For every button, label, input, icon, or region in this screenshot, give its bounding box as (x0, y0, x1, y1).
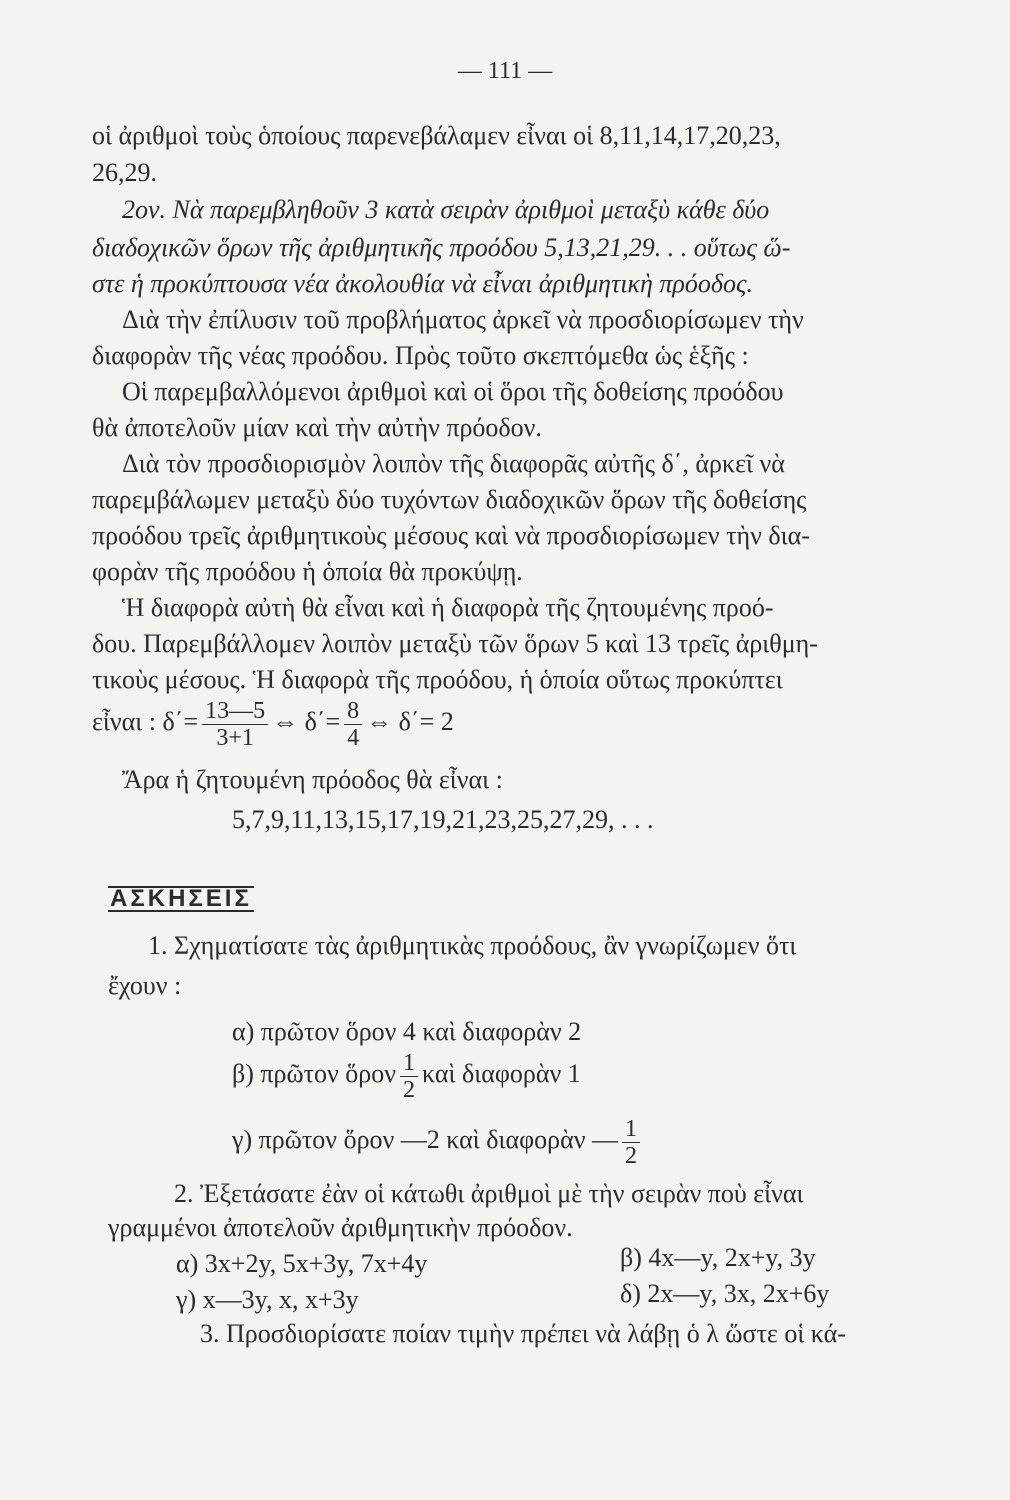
exercise-2-b: β) 4x—y, 2x+y, 3y (620, 1243, 816, 1272)
difference-formula (92, 692, 454, 752)
exercise-1-b-pre: β) πρῶτον ὅρον (232, 1059, 397, 1088)
text-line-13: φορὰν τῆς προόδου ἡ ὁποία θὰ προκύψῃ. (92, 557, 523, 586)
text-line-12: προόδου τρεῖς ἀριθμητικοὺς μέσους καὶ νὰ προσδιορίσωμεν τὴν δια- (92, 521, 810, 550)
exercise-1-b-post: καὶ διαφορὰν 1 (422, 1059, 581, 1088)
fraction-2-denominator: 4 (347, 724, 360, 751)
exercise-2-a: α) 3x+2y, 5x+3y, 7x+4y (176, 1249, 428, 1278)
text-line-8: Οἱ παρεμβαλλόμενοι ἀριθμοὶ καὶ οἱ ὅροι τῆς δοθείσης προόδου (122, 377, 784, 406)
exercise-1-c-fraction (622, 1116, 640, 1169)
exercise-1-b-denominator: 2 (403, 1076, 416, 1103)
result-intro: Ἄρα ἡ ζητουμένη πρόοδος θὰ εἶναι : (122, 765, 503, 794)
exercise-1-intro: 1. Σχηματίσατε τὰς ἀριθμητικὰς προόδους, ἂν γνωρίζωμεν ὅτι (148, 931, 797, 960)
text-line-5: στε ἡ προκύπτουσα νέα ἀκολουθία νὰ εἶναι ἀριθμητικὴ πρόοδος. (92, 269, 754, 298)
text-line-1: οἱ ἀριθμοὶ τοὺς ὁποίους παρενεβάλαμεν εἶναι οἱ 8,11,14,17,20,23, (92, 121, 781, 150)
formula-equivalence-1: ⇔ δ΄= (272, 707, 341, 736)
exercise-2-c: γ) x—3y, x, x+3y (176, 1285, 359, 1314)
exercise-2-d: δ) 2x—y, 3x, 2x+6y (620, 1279, 830, 1308)
exercise-1-b-numerator: 1 (400, 1050, 418, 1077)
exercise-2-intro-cont: γραμμένοι ἀποτελοῦν ἀριθμητικὴν πρόοδον. (108, 1213, 573, 1242)
formula-lead: εἶναι : δ΄= (92, 707, 199, 736)
formula-tail: ⇔ δ΄= 2 (366, 707, 454, 736)
exercises-heading: ΑΣΚΗΣΕΙΣ (110, 885, 252, 912)
exercise-2-intro: 2. Ἐξετάσατε ἐὰν οἱ κάτωθι ἀριθμοὶ μὲ τὴν σειρὰν ποὺ εἶναι (174, 1179, 804, 1208)
exercise-1-a: α) πρῶτον ὅρον 4 καὶ διαφορὰν 2 (232, 1017, 582, 1046)
exercise-1-b-fraction (400, 1050, 418, 1103)
page-number: — 111 — (457, 58, 553, 84)
text-line-2: 26,29. (92, 158, 157, 187)
text-line-10: Διὰ τὸν προσδιορισμὸν λοιπὸν τῆς διαφορᾶς αὐτῆς δ΄, ἀρκεῖ νὰ (122, 449, 785, 478)
fraction-1 (202, 698, 268, 751)
fraction-2-numerator: 8 (344, 698, 362, 725)
text-line-14: Ἡ διαφορὰ αὐτὴ θὰ εἶναι καὶ ἡ διαφορὰ τῆς ζητουμένης προό- (122, 593, 774, 622)
text-line-4: διαδοχικῶν ὅρων τῆς ἀριθμητικῆς προόδου 5,13,21,29. . . οὕτως ὥ- (92, 233, 791, 262)
text-line-15: δου. Παρεμβάλλομεν λοιπὸν μεταξὺ τῶν ὅρων 5 καὶ 13 τρεῖς ἀριθμη- (92, 629, 818, 658)
text-line-11: παρεμβάλωμεν μεταξὺ δύο τυχόντων διαδοχικῶν ὅρων τῆς δοθείσης (92, 485, 807, 514)
text-line-9: θὰ ἀποτελοῦν μίαν καὶ τὴν αὐτὴν πρόοδον. (92, 413, 542, 442)
exercise-1-c-pre: γ) πρῶτον ὅρον —2 καὶ διαφορὰν — (232, 1125, 619, 1154)
exercise-1-c-denominator: 2 (625, 1142, 638, 1169)
fraction-1-numerator: 13—5 (202, 698, 268, 725)
exercise-1-c (232, 1110, 644, 1170)
text-line-16: τικοὺς μέσους. Ἡ διαφορὰ τῆς προόδου, ἡ ὁποία οὕτως προκύπτει (92, 665, 783, 694)
result-sequence: 5,7,9,11,13,15,17,19,21,23,25,27,29, . . . (232, 805, 654, 834)
exercise-1-c-numerator: 1 (622, 1116, 640, 1143)
text-line-7: διαφορὰν τῆς νέας προόδου. Πρὸς τοῦτο σκεπτόμεθα ὡς ἑξῆς : (92, 341, 749, 370)
fraction-2 (344, 698, 362, 751)
text-line-6: Διὰ τὴν ἐπίλυσιν τοῦ προβλήματος ἀρκεῖ νὰ προσδιορίσωμεν τὴν (122, 305, 804, 334)
exercise-1-intro-cont: ἔχουν : (108, 971, 182, 1000)
exercise-1-b (232, 1044, 581, 1104)
text-line-3: 2ον. Νὰ παρεμβληθοῦν 3 κατὰ σειρὰν ἀριθμοὶ μεταξὺ κάθε δύο (122, 195, 770, 224)
exercise-3-intro: 3. Προσδιορίσατε ποίαν τιμὴν πρέπει νὰ λάβῃ ὁ λ ὥστε οἱ κά- (200, 1319, 846, 1348)
fraction-1-denominator: 3+1 (216, 724, 254, 751)
